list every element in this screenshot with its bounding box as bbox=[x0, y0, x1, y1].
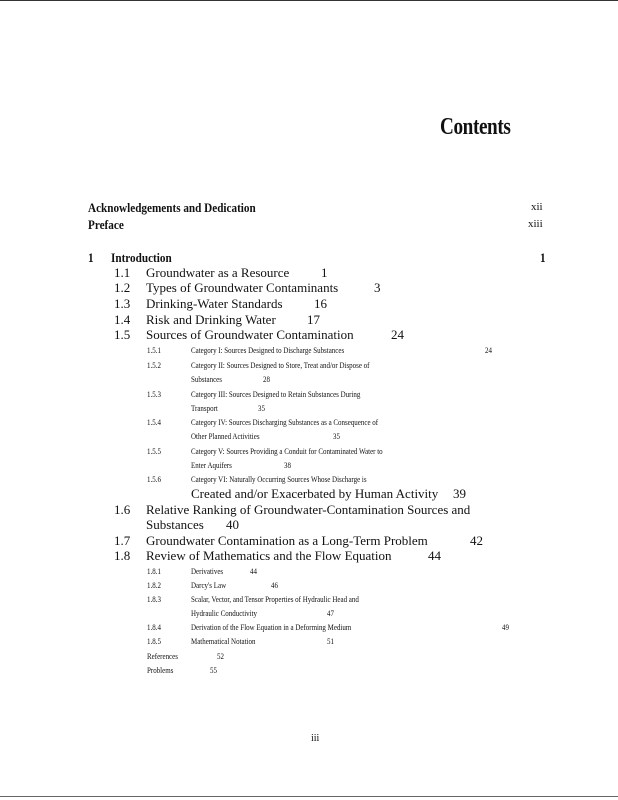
subsection-number: 1.8.1 bbox=[147, 566, 161, 576]
subsection-number: 1.8.3 bbox=[147, 594, 161, 604]
section-page: 3 bbox=[374, 280, 381, 295]
subsection-page: 35 bbox=[258, 403, 265, 413]
subsection-title: Category VI: Naturally Occurring Sources Whose Discharge is bbox=[191, 474, 367, 484]
toc-entry-preface: Preface bbox=[88, 217, 124, 232]
section-page: 1 bbox=[321, 265, 328, 280]
section-number: 1.8 bbox=[114, 548, 131, 563]
subsection-title: Derivation of the Flow Equation in a Deforming Medium bbox=[191, 622, 352, 632]
toc-page-references: 52 bbox=[217, 651, 224, 661]
subsection-title-cont: Enter Aquifers bbox=[191, 460, 232, 470]
subsection-page: 35 bbox=[333, 431, 340, 441]
subsection-title: Category II: Sources Designed to Store, Treat and/or Dispose of bbox=[191, 360, 370, 370]
toc-page-preface: xiii bbox=[528, 218, 543, 230]
subsection-number: 1.8.4 bbox=[147, 622, 161, 632]
section-page: 24 bbox=[391, 327, 404, 342]
subsection-number: 1.5.1 bbox=[147, 345, 161, 355]
subsection-page: 49 bbox=[502, 622, 509, 632]
subsection-title: Category V: Sources Providing a Conduit for Contaminated Water to bbox=[191, 446, 383, 456]
subsection-title: Category IV: Sources Discharging Substances as a Consequence of bbox=[191, 417, 379, 427]
subsection-page: 51 bbox=[327, 636, 334, 646]
subsection-title: Category I: Sources Designed to Discharge Substances bbox=[191, 345, 345, 355]
section-title: Risk and Drinking Water bbox=[146, 312, 276, 327]
toc-entry-references: References bbox=[147, 651, 178, 661]
toc-entry-problems: Problems bbox=[147, 665, 174, 675]
section-number: 1.3 bbox=[114, 296, 131, 311]
section-page: 16 bbox=[314, 296, 327, 311]
subsection-title-cont: Hydraulic Conductivity bbox=[191, 608, 258, 618]
section-number: 1.5 bbox=[114, 327, 131, 342]
subsection-title-cont: Created and/or Exacerbated by Human Activity bbox=[191, 486, 439, 501]
section-title: Sources of Groundwater Contamination bbox=[146, 327, 354, 342]
toc-page-acknowledgements: xii bbox=[531, 201, 543, 213]
subsection-page: 39 bbox=[453, 486, 466, 501]
section-title: Types of Groundwater Contaminants bbox=[146, 280, 339, 295]
section-title: Drinking-Water Standards bbox=[146, 296, 283, 311]
toc-page-problems: 55 bbox=[210, 665, 217, 675]
subsection-title: Derivatives bbox=[191, 566, 224, 576]
page-title: Contents bbox=[440, 114, 511, 140]
subsection-number: 1.8.2 bbox=[147, 580, 161, 590]
subsection-page: 38 bbox=[284, 460, 291, 470]
section-page: 42 bbox=[470, 533, 483, 548]
subsection-number: 1.5.6 bbox=[147, 474, 161, 484]
section-title: Review of Mathematics and the Flow Equation bbox=[146, 548, 392, 563]
subsection-page: 44 bbox=[250, 566, 257, 576]
section-title: Relative Ranking of Groundwater-Contamination Sources and bbox=[146, 502, 471, 517]
subsection-page: 24 bbox=[485, 345, 492, 355]
top-rule bbox=[0, 0, 618, 1]
subsection-page: 47 bbox=[327, 608, 334, 618]
subsection-title-cont: Substances bbox=[191, 374, 222, 384]
subsection-number: 1.8.5 bbox=[147, 636, 161, 646]
subsection-number: 1.5.2 bbox=[147, 360, 161, 370]
chapter-number: 1 bbox=[88, 250, 94, 265]
subsection-title-cont: Other Planned Activities bbox=[191, 431, 260, 441]
subsection-number: 1.5.3 bbox=[147, 389, 161, 399]
chapter-page: 1 bbox=[540, 250, 546, 265]
subsection-title: Category III: Sources Designed to Retain Substances During bbox=[191, 389, 361, 399]
chapter-title: Introduction bbox=[111, 250, 172, 265]
subsection-number: 1.5.5 bbox=[147, 446, 161, 456]
section-number: 1.4 bbox=[114, 312, 131, 327]
section-page: 40 bbox=[226, 517, 239, 532]
toc-entry-acknowledgements: Acknowledgements and Dedication bbox=[88, 200, 256, 215]
section-number: 1.2 bbox=[114, 280, 131, 295]
section-page: 44 bbox=[428, 548, 441, 563]
section-title-cont: Substances bbox=[146, 517, 204, 532]
page-folio: iii bbox=[311, 733, 320, 744]
section-title: Groundwater Contamination as a Long-Term Problem bbox=[146, 533, 428, 548]
section-number: 1.1 bbox=[114, 265, 131, 280]
bottom-rule bbox=[0, 796, 618, 797]
section-number: 1.7 bbox=[114, 533, 131, 548]
subsection-page: 46 bbox=[271, 580, 278, 590]
subsection-number: 1.5.4 bbox=[147, 417, 161, 427]
subsection-title: Scalar, Vector, and Tensor Properties of Hydraulic Head and bbox=[191, 594, 359, 604]
section-page: 17 bbox=[307, 312, 320, 327]
section-title: Groundwater as a Resource bbox=[146, 265, 290, 280]
section-number: 1.6 bbox=[114, 502, 131, 517]
subsection-title-cont: Transport bbox=[191, 403, 218, 413]
subsection-page: 28 bbox=[263, 374, 270, 384]
subsection-title: Mathematical Notation bbox=[191, 636, 256, 646]
subsection-title: Darcy's Law bbox=[191, 580, 227, 590]
